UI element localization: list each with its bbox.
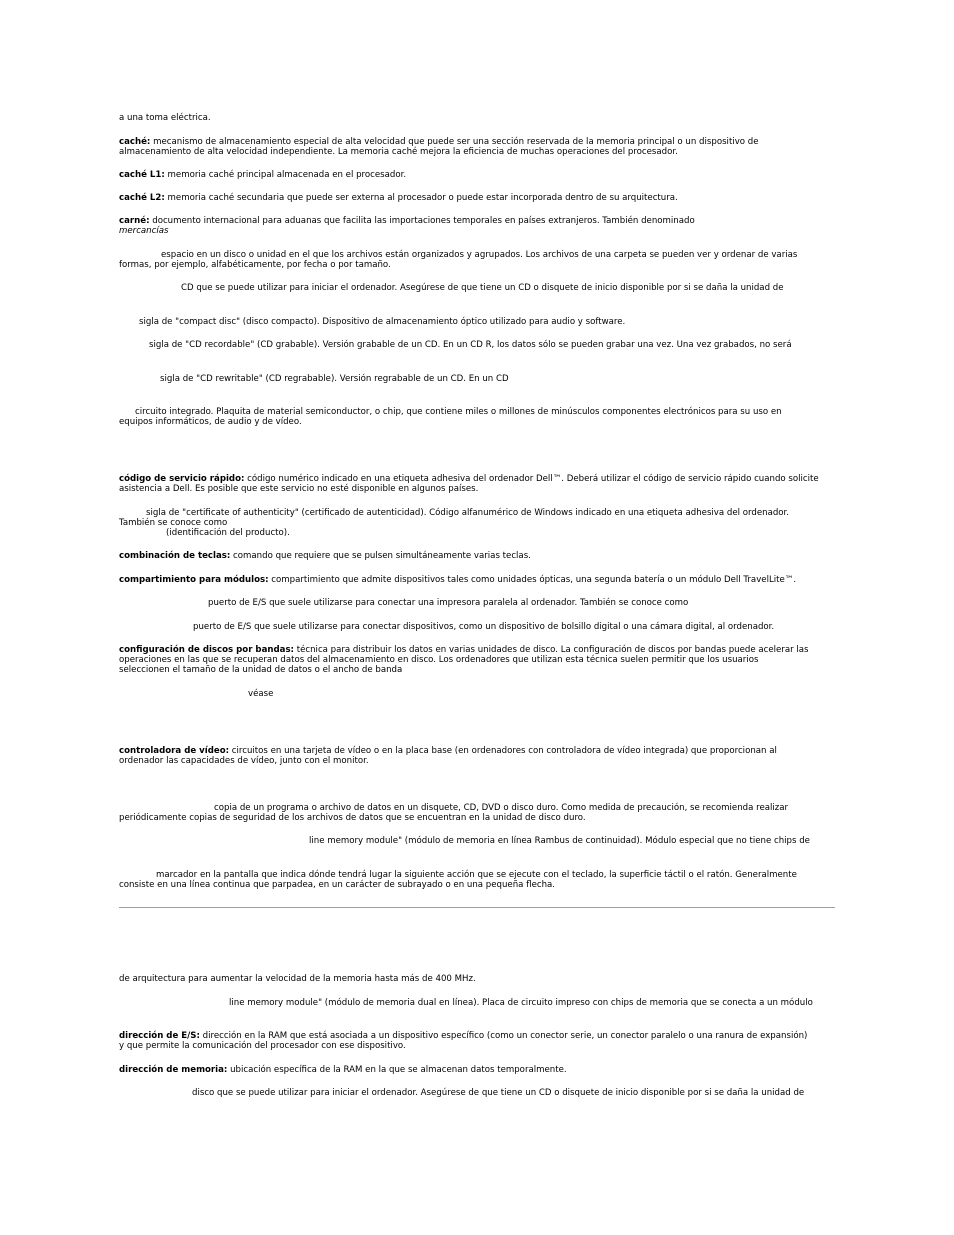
glossary-definition-text: periódicamente copias de seguridad de los archivos de datos que se encuentran en la unidad de disco duro. — [119, 813, 586, 823]
glossary-definition-text: disco que se puede utilizar para iniciar el ordenador. Asegúrese de que tiene un CD o disquete de inicio disponible por si se daña la unidad de — [192, 1088, 805, 1098]
glossary-line — [119, 803, 930, 813]
glossary-term: caché L1: — [119, 170, 165, 180]
glossary-line — [119, 417, 835, 427]
glossary-definition-text: sigla de "CD recordable" (CD grabable). Versión grabable de un CD. En un CD R, los datos sólo se pueden grabar una vez. Una vez grabados, no será — [149, 340, 792, 350]
glossary-line — [119, 1041, 835, 1051]
glossary-line — [119, 665, 835, 675]
glossary-definition-text: formas, por ejemplo, alfabéticamente, por fecha o por tamaño. — [119, 260, 391, 270]
glossary-definition-text: puerto de E/S que suele utilizarse para conectar dispositivos, como un dispositivo de bolsillo digital o una cámara digital, al ordenador. — [193, 622, 775, 632]
glossary-line — [119, 689, 954, 699]
glossary-definition-text: equipos informáticos, de audio y de vídeo. — [119, 417, 302, 427]
glossary-term: caché L2: — [119, 193, 165, 203]
glossary-line — [119, 870, 872, 880]
glossary-definition-text: consiste en una línea continua que parpadea, en un carácter de subrayado o en una pequeña flecha. — [119, 880, 556, 890]
glossary-definition-text: circuito integrado. Plaquita de material semiconductor, o chip, que contiene miles o millones de minúsculos componentes electrónicos para su uso en — [135, 407, 782, 417]
glossary-definition-text: sigla de "certificate of authenticity" (certificado de autenticidad). Código alfanumérico de Windows indicado en una etiqueta adhesiva del ordenador. — [146, 508, 790, 518]
glossary-line — [119, 374, 876, 384]
glossary-line — [119, 317, 855, 327]
glossary-definition-text: circuitos en una tarjeta de vídeo o en la placa base (en ordenadores con controladora de vídeo integrada) que proporcionan al — [229, 746, 777, 756]
glossary-line — [119, 518, 835, 528]
glossary-definition-text: marcador en la pantalla que indica dónde tendrá lugar la siguiente acción que se ejecute con el teclado, la superficie táctil o el ratón. Generalmente — [156, 870, 797, 880]
glossary-line — [119, 756, 835, 766]
glossary-definition-text: operaciones en las que se recuperan datos del almacenamiento en disco. Los ordenadores que utilizan esta técnica suelen permitir que los usuarios — [119, 655, 759, 665]
glossary-line — [119, 1088, 908, 1098]
glossary-line — [119, 655, 835, 665]
glossary-definition-text: dirección en la RAM que está asociada a un dispositivo específico (como un conector serie, un conector paralelo o una ranura de expansión) — [199, 1031, 808, 1041]
glossary-definition-text: ordenador las capacidades de vídeo, junto con el monitor. — [119, 756, 369, 766]
glossary-line — [119, 147, 835, 157]
glossary-definition-text: documento internacional para aduanas que facilita las importaciones temporales en países extranjeros. También denominado — [149, 216, 695, 226]
glossary-definition-text: compartimiento que admite dispositivos tales como unidades ópticas, una segunda batería o un módulo Dell TravelLite™. — [268, 575, 797, 585]
glossary-line — [119, 974, 835, 984]
glossary-definition-text: puerto de E/S que suele utilizarse para conectar una impresora paralela al ordenador. También se conoce como — [208, 598, 689, 608]
glossary-term: compartimiento para módulos: — [119, 575, 269, 585]
glossary-line — [119, 137, 835, 147]
glossary-line — [119, 113, 835, 123]
glossary-term: configuración de discos por bandas: — [119, 645, 294, 655]
glossary-line — [119, 484, 835, 494]
glossary-term: dirección de memoria: — [119, 1065, 228, 1075]
glossary-term: combinación de teclas: — [119, 551, 231, 561]
glossary-line — [119, 508, 862, 518]
glossary-line — [119, 645, 835, 655]
glossary-definition-text: comando que requiere que se pulsen simultáneamente varias teclas. — [230, 551, 531, 561]
glossary-definition-text: código numérico indicado en una etiqueta adhesiva del ordenador Dell™. Deberá utilizar el código de servicio rápido cuando solicite — [244, 474, 819, 484]
glossary-definition-text: ubicación específica de la RAM en la que se almacenan datos temporalmente. — [227, 1065, 567, 1075]
glossary-italic-text: mercancías — [119, 226, 169, 236]
glossary-line — [119, 598, 924, 608]
glossary-line — [119, 216, 835, 226]
glossary-definition-text: espacio en un disco o unidad en el que los archivos están organizados y agrupados. Los archivos de una carpeta se pueden ver y ordenar de varias — [161, 250, 798, 260]
glossary-term: controladora de vídeo: — [119, 746, 230, 756]
glossary-line — [119, 836, 954, 846]
glossary-definition-text: line memory module" (módulo de memoria en línea Rambus de continuidad). Módulo especial que no tiene chips de — [309, 836, 810, 846]
glossary-definition-text: (identificación del producto). — [166, 528, 290, 538]
glossary-line — [119, 575, 835, 585]
glossary-definition-text: line memory module" (módulo de memoria dual en línea). Placa de circuito impreso con chips de memoria que se conecta a un módulo — [229, 998, 813, 1008]
glossary-line — [119, 622, 909, 632]
glossary-line — [119, 340, 865, 350]
glossary-definition-text: técnica para distribuir los datos en varias unidades de disco. La configuración de discos por bandas puede acelerar las — [294, 645, 809, 655]
glossary-line — [119, 193, 835, 203]
glossary-line — [119, 1065, 835, 1075]
glossary-line — [119, 998, 945, 1008]
glossary-definition-text: almacenamiento de alta velocidad independiente. La memoria caché mejora la eficiencia de muchas operaciones del procesador. — [119, 147, 678, 157]
glossary-line — [119, 170, 835, 180]
glossary-definition-text: asistencia a Dell. Es posible que este servicio no esté disponible en algunos países. — [119, 484, 479, 494]
glossary-line — [119, 226, 835, 236]
glossary-definition-text: mecanismo de almacenamiento especial de alta velocidad que puede ser una sección reservada de la memoria principal o un dispositivo de — [150, 137, 759, 147]
horizontal-rule — [119, 907, 835, 908]
glossary-line — [119, 528, 882, 538]
glossary-line — [119, 474, 835, 484]
glossary-line — [119, 746, 835, 756]
glossary-term: dirección de E/S: — [119, 1031, 200, 1041]
glossary-definition-text: memoria caché secundaria que puede ser externa al procesador o puede estar incorporada dentro de su arquitectura. — [164, 193, 678, 203]
glossary-line — [119, 283, 897, 293]
glossary-line — [119, 260, 835, 270]
glossary-definition-text: memoria caché principal almacenada en el procesador. — [164, 170, 407, 180]
glossary-definition-text: y que permite la comunicación del procesador con ese dispositivo. — [119, 1041, 406, 1051]
glossary-definition-text: de arquitectura para aumentar la velocidad de la memoria hasta más de 400 MHz. — [119, 974, 476, 984]
glossary-term: código de servicio rápido: — [119, 474, 245, 484]
glossary-definition-text: seleccionen el tamaño de la unidad de datos o el ancho de banda — [119, 665, 403, 675]
glossary-line — [119, 1031, 835, 1041]
glossary-line — [119, 551, 835, 561]
glossary-line — [119, 250, 877, 260]
glossary-definition-text: También se conoce como — [119, 518, 228, 528]
glossary-definition-text: CD que se puede utilizar para iniciar el ordenador. Asegúrese de que tiene un CD o disquete de inicio disponible por si se daña la unidad de — [181, 283, 784, 293]
glossary-line — [119, 880, 835, 890]
glossary-line — [119, 407, 851, 417]
glossary-definition-text: sigla de "CD rewritable" (CD regrabable). Versión regrabable de un CD. En un CD — [160, 374, 509, 384]
glossary-definition-text: copia de un programa o archivo de datos en un disquete, CD, DVD o disco duro. Como medida de precaución, se recomienda realizar — [214, 803, 789, 813]
glossary-term: caché: — [119, 137, 151, 147]
glossary-term: carné: — [119, 216, 150, 226]
glossary-definition-text: a una toma eléctrica. — [119, 113, 211, 123]
glossary-definition-text: sigla de "compact disc" (disco compacto). Dispositivo de almacenamiento óptico utilizado para audio y software. — [139, 317, 626, 327]
glossary-definition-text: véase — [248, 689, 274, 699]
glossary-line — [119, 813, 835, 823]
